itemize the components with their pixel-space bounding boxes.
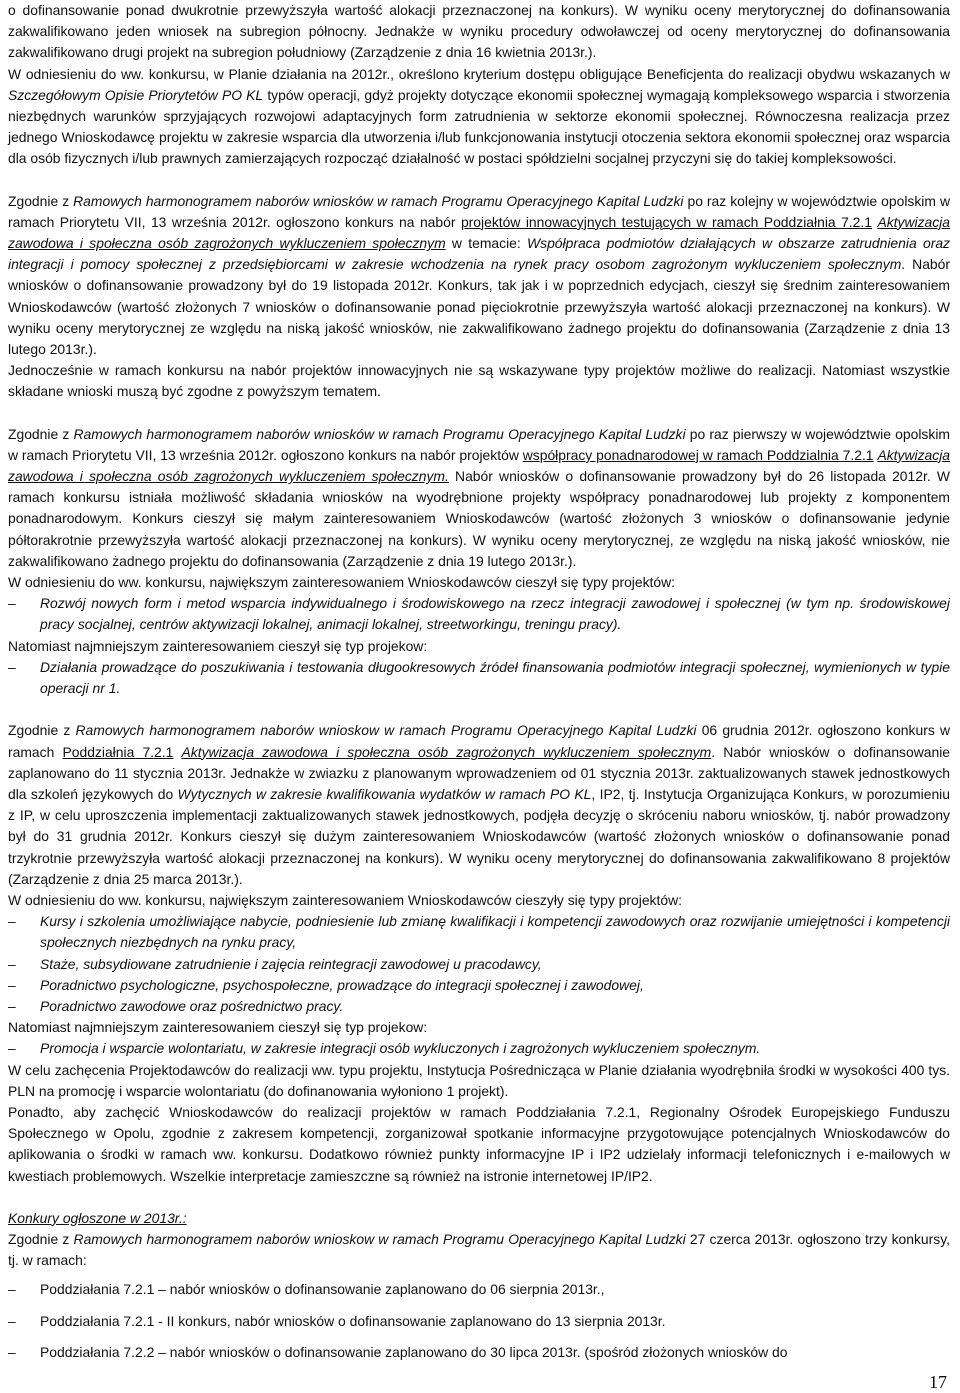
list-item: – Poddziałania 7.2.1 – nabór wniosków o dofinansowanie zaplanowano do 06 sierpnia 2013r., — [8, 1279, 950, 1300]
list-item: – Poddziałania 7.2.2 – nabór wniosków o dofinansowanie zaplanowano do 30 lipca 2013r. (spośród złożonych wniosków do — [8, 1342, 950, 1363]
bullet-dash-icon: – — [8, 997, 16, 1014]
bullet-dash-icon: – — [8, 1040, 16, 1057]
section-heading: Konkury ogłoszone w 2013r.: — [8, 1209, 187, 1226]
list-item: – Poradnictwo psychologiczne, psychospołeczne, prowadzące do integracji społecznej i zawodowej, — [8, 975, 950, 996]
list-item: – Rozwój nowych form i metod wsparcia indywidualnego i środowiskowego na rzecz integracji zawodowej i społecznej (w tym np. środowiskowej pracy socjalnej, centrów aktywizacji lokalnej, animacji lokalnej, streetworkingu, treningu pracy). — [8, 595, 950, 633]
list-item: – Poradnictwo zawodowe oraz pośrednictwo pracy. — [8, 996, 950, 1017]
bullet-dash-icon: – — [8, 1343, 16, 1360]
paragraph-1: o dofinansowanie ponad dwukrotnie przewyższyła wartość alokacji przeznaczonej na konkurs). W wyniku oceny merytorycznej do dofinansowania zakwalifikowano jeden wniosek na subregion północny. Jednakże w wyniku procedury odwoławczej od oceny merytorycznej do dofinansowania zakwalifikowano drugi projekt na subregion południowy (Zarządzenie z dnia 16 kwietnia 2013r.). W odniesieniu do ww. konkursu, w Planie działania na 2012r., określono kryterium dostępu obligujące Beneficjenta do realizacji obydwu wskazanych w Szczegółowym Opisie Priorytetów PO KL typów operacji, gdyż projekty dotyczące ekonomii społecznej wymagają kompleksowego wsparcia i stworzenia niezbędnych warunków sprzyjających rozwojowi adaptacyjnych form zatrudnienia w sektorze ekonomii społecznej. Równoczesna realizacja przez jednego Wnioskodawcę projektu w zakresie wsparcia dla utworzenia i/lub funkcjonowania instytucji otoczenia sektora ekonomii społecznej oraz wsparcia dla osób fizycznych i/lub prawnych zamierzających rozpocząć działalność w postaci spółdzielni socjalnej przyczyni się do takiej kompleksowości. — [8, 2, 950, 167]
bullet-dash-icon: – — [8, 976, 16, 993]
paragraph-5: Zgodnie z Ramowych harmonogramem naborów wnioskow w ramach Programu Operacyjnego Kapital Ludzki 27 czerca 2013r. ogłoszono trzy konkursy, tj. w ramach: — [8, 1230, 950, 1269]
bullet-dash-icon: – — [8, 595, 16, 612]
list-item: – Staże, subsydiowane zatrudnienie i zajęcia reintegracji zawodowej u pracodawcy, — [8, 954, 950, 975]
list-item: – Kursy i szkolenia umożliwiające nabycie, podniesienie lub zmianę kwalifikacji i kompetencji zawodowych oraz rozwijanie umiejętności i kompetencji społecznych niezbędnych na rynku pracy, — [8, 913, 950, 951]
paragraph-3: Zgodnie z Ramowych harmonogramem naborów wniosków w ramach Programu Operacyjnego Kapital Ludzki po raz pierwszy w województwie opolskim w ramach Priorytetu VII, 13 września 2012r. ogłoszono konkurs na nabór projektów współpracy ponadnarodowej w ramach Poddzialnia 7.2.1 Aktywizacja zawodowa i społeczna osób zagrożonych wykluczeniem społecznym. Nabór wniosków o dofinansowanie prowadzony był do 26 listopada 2012r. W ramach konkursu istniała możliwość składania wniosków na wyodrębnione projekty współpracy ponadnarodowej lub projekty z komponentem ponadnarodowym. Konkurs cieszył się małym zainteresowaniem Wnioskodawców (wartość złożonych 3 wniosków o dofinansowanie jedynie półtorakrotnie przewyższyła wartość alokacji przeznaczonej na konkurs). W wyniku oceny merytorycznej, ze względu na niską jakość wniosków, nie zakwalifikowano żadnego projektu do dofinansowania (Zarządzenie z dnia 19 lutego 2013r.). W odniesieniu do ww. konkursu, największym zainteresowaniem Wnioskodawców cieszył się typy projektów: — [8, 425, 951, 591]
paragraph-2: Zgodnie z Ramowych harmonogramem naborów wniosków w ramach Programu Operacyjnego Kapital Ludzki po raz kolejny w województwie opolskim w ramach Priorytetu VII, 13 września 2012r. ogłoszono konkurs na nabór projektów innowacyjnych testujących w ramach Poddziałnia 7.2.1 Aktywizacja zawodowa i społeczna osób zagrożonych wykluczeniem społecznym w temacie: Współpraca podmiotów działających w obszarze zatrudnienia oraz integracji i pomocy społecznej z przedsiębiorcami w zakresie wchodzenia na rynek pracy osobom zagrożonym wykluczeniem społecznym. Nabór wniosków o dofinansowanie prowadzony był do 19 listopada 2012r. Konkurs, tak jak i w poprzednich edycjach, cieszył się średnim zainteresowaniem Wnioskodawców (wartość złożonych 7 wniosków o dofinansowanie ponad pięciokrotnie przewyższyła wartość alokacji przeznaczonej na konkurs). W wyniku oceny merytorycznej ze względu na niską jakość wniosków, nie zakwalifikowano żadnego projektu do dofinansowania (Zarządzenie z dnia 13 lutego 2013r.). Jednocześnie w ramach konkursu na nabór projektów innowacyjnych nie są wskazywane typy projektów możliwe do realizacji. Natomiast wszystkie składane wnioski muszą być zgodne z powyższym tematem. — [8, 192, 950, 400]
list-item: – Promocja i wsparcie wolontariatu, w zakresie integracji osób wykluczonych i zagrożonych wykluczeniem społecznym. — [8, 1038, 950, 1059]
list-item: – Poddziałania 7.2.1 - II konkurs, nabór wniosków o dofinansowanie zaplanowano do 13 sierpnia 2013r. — [8, 1311, 950, 1332]
bullet-dash-icon: – — [8, 913, 16, 930]
bullet-dash-icon: – — [8, 955, 16, 972]
paragraph-4: Zgodnie z Ramowych harmonogramem naborów wnioskow w ramach Programu Operacyjnego Kapital Ludzki 06 grudnia 2012r. ogłoszono konkurs w ramach Poddziałnia 7.2.1 Aktywizacja zawodowa i społeczna osób zagrożonych wykluczeniem społecznym. Nabór wniosków o dofinansowanie zaplanowano do 11 stycznia 2013r. Jednakże w zwiazku z planowanym wprowadzeniem od 01 stycznia 2013r. zaktualizowanych stawek jednostkowych dla szkoleń językowych do Wytycznych w zakresie kwalifikowania wydatków w ramach PO KL, IP2, tj. Instytucja Organizująca Konkurs, w porozumieniu z IP, w celu uproszczenia implementacji zaktualizowanych stawek jednostkowych, podjęła decyzję o skróceniu naboru wniosków, tj. nabór prowadzony był do 31 grudnia 2012r. Konkurs cieszył się dużym zainteresowaniem Wnioskodawców (wartość złożonych wniosków o dofinansowanie ponad trzykrotnie przewyższyła wartość alokacji przeznaczonej na konkurs). W wyniku oceny merytorycznej do dofinansowania zakwalifikowano 8 projektów (Zarządzenie z dnia 25 marca 2013r.). W odniesieniu do ww. konkursu, największym zainteresowaniem Wnioskodawców cieszyły się typy projektów: — [8, 722, 951, 908]
page-number: 17 — [929, 1372, 947, 1392]
bullet-dash-icon: – — [8, 1281, 16, 1298]
document-page: o dofinansowanie ponad dwukrotnie przewyższyła wartość alokacji przeznaczonej na konkurs). W wyniku oceny merytorycznej do dofinansowania zakwalifikowano jeden wniosek na subregion północny. Jednakże w wyniku procedury odwoławczej od oceny merytorycznej do dofinansowania zakwalifikowano drugi projekt na subregion południowy (Zarządzenie z dnia 16 kwietnia 2013r.). W odniesieniu do ww. konkursu, w Planie działania na 2012r., określono kryterium dostępu obligujące Beneficjenta do realizacji obydwu wskazanych w Szczegółowym Opisie Priorytetów PO KL typów operacji, gdyż projekty dotyczące ekonomii społecznej wymagają kompleksowego wsparcia i stworzenia niezbędnych warunków sprzyjających rozwojowi adaptacyjnych form zatrudnienia w sektorze ekonomii społecznej. Równoczesna realizacja przez jednego Wnioskodawcę projektu w zakresie wsparcia dla utworzenia i/lub funkcjonowania instytucji otoczenia sektora ekonomii społecznej oraz wsparcia dla osób fizycznych i/lub prawnych zamierzających rozpocząć działalność w postaci spółdzielni socjalnej przyczyni się do takiej kompleksowości. Zgodnie z Ramowych harmonogramem naborów wniosków w ramach Programu Operacyjnego Kapital Ludzki po raz kolejny w województwie opolskim w ramach Priorytetu VII, 13 września 2012r. ogłoszono konkurs na nabór projektów innowacyjnych testujących w ramach Poddziałnia 7.2.1 Aktywizacja zawodowa i społeczna osób zagrożonych wykluczeniem społecznym w temacie: Współpraca podmiotów działających w obszarze zatrudnienia oraz integracji i pomocy społecznej z przedsiębiorcami w zakresie wchodzenia na rynek pracy osobom zagrożonym wykluczeniem społecznym. Nabór wniosków o dofinansowanie prowadzony był do 19 listopada 2012r. Konkurs, tak jak i w poprzednich edycjach, cieszył się średnim zainteresowaniem Wnioskodawców (wartość złożonych 7 wniosków o dofinansowanie ponad pięciokrotnie przewyższyła wartość alokacji przeznaczonej na konkurs). W wyniku oceny merytorycznej ze względu na niską jakość wniosków, nie zakwalifikowano żadnego projektu do dofinansowania (Zarządzenie z dnia 13 lutego 2013r.). Jednocześnie w ramach konkursu na nabór projektów innowacyjnych nie są wskazywane typy projektów możliwe do realizacji. Natomiast wszystkie składane wnioski muszą być zgodne z powyższym tematem. Zgodnie z Ramowych harmonogramem naborów wniosków w ramach Programu Operacyjnego Kapital Ludzki po raz pierwszy w województwie opolskim w ramach Priorytetu VII, 13 września 2012r. ogłoszono konkurs na nabór projektów współpracy ponadnarodowej w ramach Poddzialnia 7.2.1 Aktywizacja zawodowa i społeczna osób zagrożonych wykluczeniem społecznym. Nabór wniosków o dofinansowanie prowadzony był do 26 listopada 2012r. W ramach konkursu istniała możliwość składania wniosków na wyodrębnione projekty współpracy ponadnarodowej lub projekty z komponentem ponadnarodowym. Konkurs cieszył się małym zainteresowaniem Wnioskodawców (wartość złożonych 3 wniosków o dofinansowanie jedynie półtorakrotnie przewyższyła wartość alokacji przeznaczonej na konkurs). W wyniku oceny merytorycznej, ze względu na niską jakość wniosków, nie zakwalifikowano żadnego projektu do dofinansowania (Zarządzenie z dnia 19 lutego 2013r.). W odniesieniu do ww. konkursu, największym zainteresowaniem Wnioskodawców cieszył się typy projektów: – Rozwój nowych form i metod wsparcia indywidualnego i środowiskowego na rzecz integracji zawodowej i społecznej (w tym np. środowiskowej pracy socjalnej, centrów aktywizacji lokalnej, animacji lokalnej, streetworkingu, treningu pracy). Natomiast najmniejszym zainteresowaniem cieszył się typ projekow: – Działania prowadzące do poszukiwania i testowania długookresowych źródeł finansowania podmiotów integracji społecznej, wymienionych w typie operacji nr 1. Zgodnie z Ramowych harmonogramem naborów wnioskow w ramach Programu Operacyjnego Kapital Ludzki 06 grudnia 2012r. ogłoszono konkurs w ramach Poddziałnia 7.2.1 Aktywizacja zawodowa i społeczna osób zagrożonych wykluczeniem społecznym. Nabór wniosków o dofinansowanie zaplanowano do 11 stycznia 2013r. Jednakże w zwiazku z planowanym wprowadzeniem od 01 stycznia 2013r. zaktualizowanych stawek jednostkowych dla szkoleń językowych do Wytycznych w zakresie kwalifikowania wydatków w ramach PO KL, IP2, tj. Instytucja Organizująca Konkurs, w porozumieniu z IP, w celu uproszczenia implementacji zaktualizowanych stawek jednostkowych, podjęła decyzję o skróceniu naboru wniosków, tj. nabór prowadzony był do 31 grudnia 2012r. Konkurs cieszył się dużym zainteresowaniem Wnioskodawców (wartość złożonych wniosków o dofinansowanie ponad trzykrotnie przewyższyła wartość alokacji przeznaczonej na konkurs). W wyniku oceny merytorycznej do dofinansowania zakwalifikowano 8 projektów (Zarządzenie z dnia 25 marca 2013r.). W odniesieniu do ww. konkursu, największym zainteresowaniem Wnioskodawców cieszyły się typy projektów: – Kursy i szkolenia umożliwiające nabycie, podniesienie lub zmianę kwalifikacji i kompetencji zawodowych oraz rozwijanie umiejętności i kompetencji społecznych niezbędnych na rynku pracy, – Staże, subsydiowane zatrudnienie i zajęcia reintegracji zawodowej u pracodawcy, – Poradnictwo psychologiczne, psychospołeczne, prowadzące do integracji społecznej i zawodowej, – Poradnictwo zawodowe oraz pośrednictwo pracy. Natomiast najmniejszym zainteresowaniem cieszył się typ projekow: – Promocja i wsparcie wolontariatu, w zakresie integracji osób wykluczonych i zagrożonych wykluczeniem społecznym. W celu zachęcenia Projektodawców do realizacji ww. typu projektu, Instytucja Pośrednicząca w Planie działania wyodrębniła środki w wysokości 400 tys. PLN na promocję i wsparcie wolontariatu (do dofinanowania wyłoniono 1 projekt). Ponadto, aby zachęcić Wnioskodawców do realizacji projektów w ramach Poddziałania 7.2.1, Regionalny Ośrodek Europejskiego Funduszu Społecznego w Opolu, zgodnie z zakresem kompetencji, zorganizował spotkanie informacyjne przygotowujące potencjalnych Wnioskodawców do aplikowania o środki w ramach ww. konkursu. Dodatkowo również punkty informacyjne IP i IP2 udzielały informacji telefonicznych i e-mailowych w kwestiach problemowych. Wszelkie interpretacje zamieszczne są również na istronie internetowej IP/IP2. Konkury ogłoszone w 2013r.: Zgodnie z Ramowych harmonogramem naborów wnioskow w ramach Programu Operacyjnego Kapital Ludzki 27 czerca 2013r. ogłoszono trzy konkursy, tj. w ramach: – Poddziałania 7.2.1 – nabór wniosków o dofinansowanie zaplanowano do 06 sierpnia 2013r., – Poddziałania 7.2.1 - II konkurs, nabór wniosków o dofinansowanie zaplanowano do 13 sierpnia 2013r. – Poddziałania 7.2.2 – nabór wniosków o dofinansowanie zaplanowano do 30 lipca 2013r. (spośród złożonych wniosków do — [8, 0, 950, 1363]
bullet-dash-icon: – — [8, 658, 16, 675]
paragraph-1-text: o dofinansowanie ponad dwukrotnie przewyższyła wartość alokacji przeznaczonej na konkurs). W wyniku oceny merytorycznej do dofinansowania zakwalifikowano jeden wniosek na subregion północny. Jednakże w wyniku procedury odwoławczej od oceny merytorycznej do dofinansowania zakwalifikowano drugi projekt na subregion południowy (Zarządzenie z dnia 16 kwietnia 2013r.). — [8, 2, 950, 61]
bullet-dash-icon: – — [8, 1312, 16, 1329]
list-item: – Działania prowadzące do poszukiwania i testowania długookresowych źródeł finansowania podmiotów integracji społecznej, wymienionych w typie operacji nr 1. — [8, 658, 950, 697]
